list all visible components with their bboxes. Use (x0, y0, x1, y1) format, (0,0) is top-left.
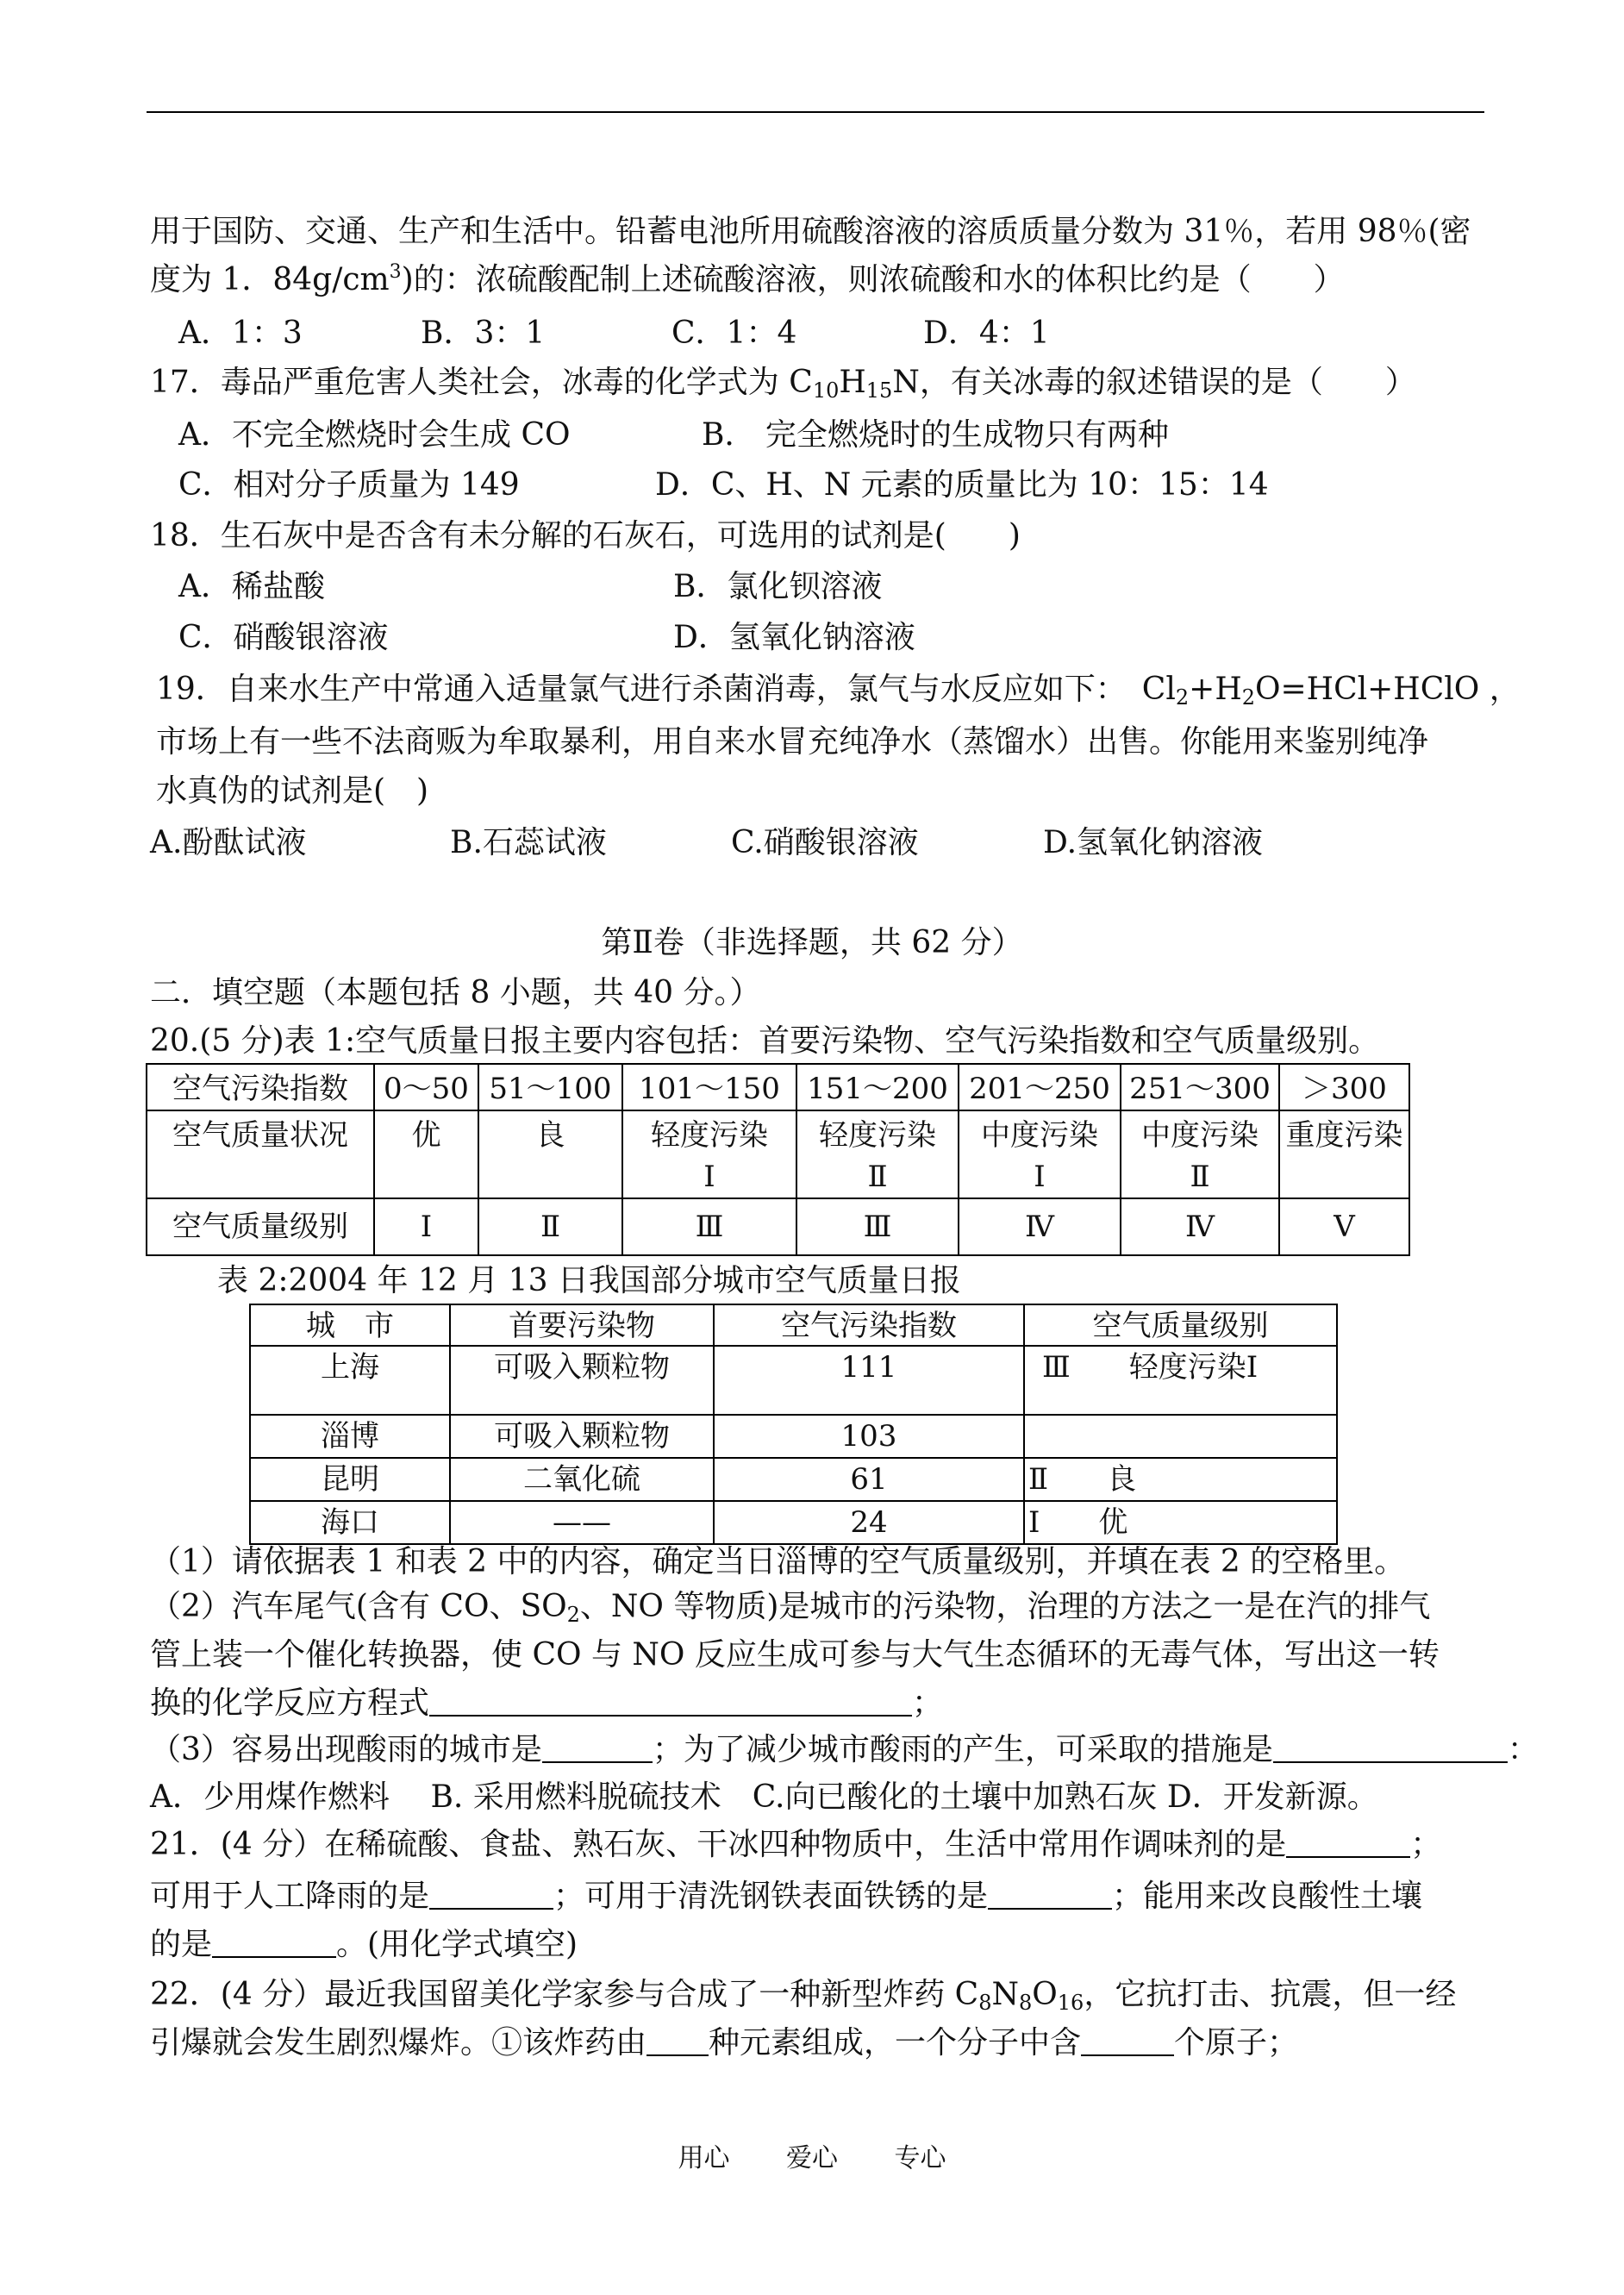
table-cell: 可吸入颗粒物 (450, 1346, 714, 1415)
q18-option-d: D．氢氧化钠溶液 (673, 620, 915, 655)
table-cell: 101～150 (622, 1064, 796, 1110)
q16-option-d: D．4：1 (923, 316, 1050, 351)
q19-option-d: D.氢氧化钠溶液 (1043, 825, 1264, 860)
table-cell: 201～250 (959, 1064, 1121, 1110)
q18-stem: 18．生石灰中是否含有未分解的石灰石，可选用的试剂是( ) (150, 518, 1021, 553)
q16-text-line2: 度为 1．$84g/cm^3$)的：浓硫酸配制上述硫酸溶液，则浓硫酸和水的体积比约是（ ） (150, 261, 1345, 297)
part-heading: 二．填空题（本题包括 8 小题，共 40 分。） (150, 975, 761, 1010)
q17-option-c: C．相对分子质量为 149 (178, 467, 520, 503)
table-header: 城 市 (250, 1304, 450, 1346)
table-cell: 昆明 (250, 1458, 450, 1501)
q17-option-a: A．不完全燃烧时会生成 CO (178, 417, 571, 453)
q17-stem: 17．毒品严重危害人类社会，冰毒的化学式为 $C_{10}H_{15}N$，有关冰毒的叙述错误的是（ ） (150, 365, 1416, 403)
q21-line1: 21．(4 分）在稀硫酸、食盐、熟石灰、干冰四种物质中，生活中常用作调味剂的是 ； (150, 1827, 1442, 1862)
q17-option-b: B． 完全燃烧时的生成物只有两种 (702, 417, 1169, 453)
table-cell: Ⅲ 轻度污染Ⅰ (1024, 1346, 1337, 1415)
q20-stem: 20.(5 分)表 1:空气质量日报主要内容包括：首要污染物、空气污染指数和空气质量级别。 (150, 1023, 1380, 1059)
q19-option-c: C.硝酸银溶液 (731, 825, 919, 860)
q22-line1: 22．(4 分）最近我国留美化学家参与合成了一种新型炸药 $C_8N_8O_{16}$，它抗打击、抗震，但一经 (150, 1977, 1457, 2015)
table2-title: 表 2:2004 年 12 月 13 日我国部分城市空气质量日报 (217, 1263, 961, 1298)
table-header: 首要污染物 (450, 1304, 714, 1346)
table-cell: 中度污染 Ⅰ (959, 1110, 1121, 1198)
footer-word: 专心 (894, 2143, 946, 2173)
air-quality-index-table (146, 1063, 1410, 1256)
q20-part2-line3: 换的化学反应方程式 ； (150, 1685, 944, 1721)
table-header: 空气污染指数 (714, 1304, 1024, 1346)
q18-option-b: B．氯化钡溶液 (673, 569, 883, 604)
table-cell: ＞300 (1279, 1064, 1409, 1110)
answer-cell[interactable] (1024, 1415, 1337, 1458)
table-cell: 淄博 (250, 1415, 450, 1458)
section-title: 第Ⅱ卷（非选择题，共 62 分） (601, 925, 1023, 960)
q19-stem-line1: 19．自来水生产中常通入适量氯气进行杀菌消毒，氯气与水反应如下： $Cl_2+H_2O=HCl+HClO$ ， (156, 672, 1521, 710)
measure-blank[interactable] (1273, 1735, 1508, 1763)
footer-word: 用心 (678, 2143, 730, 2173)
q19-stem-line2: 市场上有一些不法商贩为牟取暴利，用自来水冒充纯净水（蒸馏水）出售。你能用来鉴别纯净 (156, 724, 1429, 760)
q18-option-a: A．稀盐酸 (178, 569, 325, 604)
header-rule (147, 111, 1484, 113)
q21-line2: 可用于人工降雨的是 ；可用于清洗钢铁表面铁锈的是 ；能用来改良酸性土壤 (150, 1879, 1423, 1914)
table-cell: 中度污染 Ⅱ (1121, 1110, 1279, 1198)
table-cell: 海口 (250, 1501, 450, 1544)
rain-blank[interactable] (429, 1882, 553, 1910)
q19-option-b: B.石蕊试液 (450, 825, 607, 860)
q20-part2-line2: 管上装一个催化转换器，使 CO 与 NO 反应生成可参与大气生态循环的无毒气体，写出这一转 (150, 1637, 1440, 1673)
atom-count-blank[interactable] (1081, 2029, 1174, 2056)
table-cell: 空气质量状况 (147, 1110, 374, 1198)
table-cell: 251～300 (1121, 1064, 1279, 1110)
table-cell: Ⅴ (1279, 1198, 1409, 1255)
page-footer (0, 2136, 1624, 2174)
table-cell: 空气质量级别 (147, 1198, 374, 1255)
seasoning-blank[interactable] (1286, 1830, 1410, 1858)
table-cell: 上海 (250, 1346, 450, 1415)
table-cell: Ⅳ (959, 1198, 1121, 1255)
q20-part2-line1: （2）汽车尾气(含有 CO、$SO_2$、NO 等物质)是城市的污染物，治理的方法之一是在汽的排气 (150, 1589, 1431, 1627)
table-cell: Ⅳ (1121, 1198, 1279, 1255)
rust-blank[interactable] (988, 1882, 1112, 1910)
table-cell: Ⅲ (622, 1198, 796, 1255)
soil-blank[interactable] (212, 1930, 336, 1958)
table-cell: 轻度污染 Ⅱ (796, 1110, 959, 1198)
element-count-blank[interactable] (646, 2029, 709, 2056)
q19-option-a: A.酚酞试液 (150, 825, 307, 860)
table-cell: 空气污染指数 (147, 1064, 374, 1110)
acid-rain-city-blank[interactable] (542, 1735, 653, 1763)
equation-blank[interactable] (429, 1689, 912, 1717)
table-cell: 重度污染 (1279, 1110, 1409, 1198)
table-cell: 24 (714, 1501, 1024, 1544)
table-cell: 优 (374, 1110, 478, 1198)
q18-option-c: C．硝酸银溶液 (178, 620, 389, 655)
table-cell: Ⅰ 优 (1024, 1501, 1337, 1544)
table-cell: 可吸入颗粒物 (450, 1415, 714, 1458)
table-cell: 51～100 (478, 1064, 622, 1110)
table-header: 空气质量级别 (1024, 1304, 1337, 1346)
q16-option-a: A．1：3 (178, 316, 303, 351)
table-cell: Ⅱ (478, 1198, 622, 1255)
table-cell: 61 (714, 1458, 1024, 1501)
table-cell: 0～50 (374, 1064, 478, 1110)
table-cell: Ⅰ (374, 1198, 478, 1255)
q20-part1: （1）请依据表 1 和表 2 中的内容，确定当日淄博的空气质量级别，并填在表 2 的空格里。 (150, 1544, 1406, 1579)
q20-part3: （3）容易出现酸雨的城市是 ；为了减少城市酸雨的产生，可采取的措施是 ： (150, 1732, 1539, 1767)
table-cell: —— (450, 1501, 714, 1544)
q21-line3: 的是 。(用化学式填空) (150, 1927, 578, 1962)
q16-option-b: B．3：1 (421, 316, 546, 351)
q20-part3-options: A．少用煤作燃料 B. 采用燃料脱硫技术 C.向已酸化的土壤中加熟石灰 D．开发新源。 (150, 1779, 1378, 1815)
table-cell: 轻度污染 Ⅰ (622, 1110, 796, 1198)
table-cell: Ⅱ 良 (1024, 1458, 1337, 1501)
footer-word: 爱心 (786, 2143, 838, 2173)
q16-text-line1: 用于国防、交通、生产和生活中。铅蓄电池所用硫酸溶液的溶质质量分数为 31％，若用 98％(密 (150, 214, 1471, 249)
table-cell: 111 (714, 1346, 1024, 1415)
q19-stem-line3: 水真伪的试剂是( ) (156, 773, 429, 809)
q22-line2: 引爆就会发生剧烈爆炸。①该炸药由 种元素组成，一个分子中含 个原子； (150, 2025, 1299, 2060)
table-cell: 良 (478, 1110, 622, 1198)
table-cell: Ⅲ (796, 1198, 959, 1255)
q16-option-c: C．1：4 (671, 316, 797, 351)
city-air-quality-table (249, 1304, 1338, 1545)
table-cell: 151～200 (796, 1064, 959, 1110)
table-cell: 103 (714, 1415, 1024, 1458)
q17-option-d: D．C、H、N 元素的质量比为 10：15：14 (655, 467, 1269, 503)
table-cell: 二氧化硫 (450, 1458, 714, 1501)
